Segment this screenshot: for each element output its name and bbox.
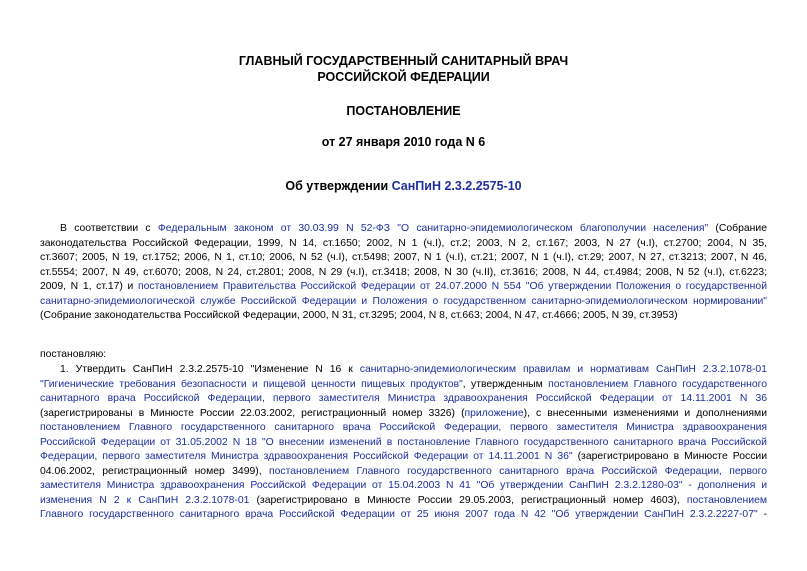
text-segment: (зарегистрированы в Минюсте России 22.03.2002, регистрационный номер 3326) ( xyxy=(40,407,465,419)
text-segment: ст.3607; 2005, N 19, ст.1752; 2006, N 1, ст.10; 2006, N 52 (ч.I), ст.5498; 2007, N 1 (ч.I), ст.21; 2007, N 1 (ч.I), ст.29; 2007, N 27, ст.3213; 2007, N 46, xyxy=(40,252,767,263)
document-link[interactable]: Главного государственного санитарного врача Российской Федерации от 25 июня 2007 года N 42 "Об утверждении СанПиН 2.3.2.2227-07" xyxy=(40,509,758,520)
text-segment: - xyxy=(757,509,767,520)
text-segment: (зарегистрировано в Минюсте России xyxy=(572,451,767,462)
document-link[interactable]: "Гигиенические требования безопасности и пищевой ценности пищевых продуктов" xyxy=(40,378,463,390)
document-link[interactable]: постановлением Главного государственного санитарного врача Российской Федерации, первого заместителя Министра здравоохранения xyxy=(40,422,767,433)
title-prefix: Об утверждении xyxy=(285,179,392,193)
document-link[interactable]: санитарного врача Российской Федерации, первого заместителя Министра здравоохранения Российской Федерации от 14.11.2001 N 36 xyxy=(40,393,767,404)
issuer-line-2: РОССИЙСКОЙ ФЕДЕРАЦИИ xyxy=(317,70,490,84)
text-segment: (зарегистрировано в Минюсте России 29.05.2003, регистрационный номер 4603), xyxy=(249,494,687,506)
text-line xyxy=(40,465,767,479)
text-line xyxy=(40,479,767,493)
document-link[interactable]: постановлением Правительства Российской Федерации от 24.07.2000 N 554 "Об утверждении Положения о государственной xyxy=(138,281,767,292)
text-line xyxy=(40,280,767,294)
text-line xyxy=(40,494,767,508)
document-link[interactable]: постановлением Главного государственного xyxy=(548,378,767,390)
document-link[interactable]: санитарно-эпидемиологическим правилам и нормативам СанПиН 2.3.2.1078-01 xyxy=(359,364,767,375)
document-link[interactable]: Федерации, первого заместителя Министра здравоохранения Российской Федерации от 14.11.2001 N 36" xyxy=(40,451,573,462)
text-line xyxy=(40,508,767,522)
text-line xyxy=(40,237,767,251)
document-link[interactable]: постановлением xyxy=(686,494,768,506)
title-sanpin-link[interactable]: СанПиН 2.3.2.2575-10 xyxy=(391,179,522,193)
issuer-line-1: ГЛАВНЫЙ ГОСУДАРСТВЕННЫЙ САНИТАРНЫЙ ВРАЧ xyxy=(238,54,569,68)
text-line xyxy=(40,363,767,377)
text-segment: , утвержденным xyxy=(462,378,549,390)
text-line xyxy=(40,266,767,280)
document-link[interactable]: приложение xyxy=(464,407,524,419)
text-segment: законодательства Российской Федерации, 1999, N 14, ст.1650; 2002, N 1 (ч.I), ст.2; 2003, N 2, ст.167; 2003, N 27 (ч.I), ст.2700; 2004, N 35, xyxy=(40,237,767,249)
document-link[interactable]: Российской Федерации от 31.05.2002 N 18 "О внесении изменений в постановление Главного государственного санитарного врача Российской xyxy=(40,436,767,448)
document-title xyxy=(0,178,807,194)
document-link[interactable]: санитарно-эпидемиологической службе Российской Федерации и Положения о государственном санитарно-эпидемиологическом нормировании" xyxy=(40,295,767,307)
text-segment: (Собрание xyxy=(708,223,767,234)
text-segment: ), с внесенными изменениями и дополнениями xyxy=(523,407,767,419)
text-line xyxy=(40,421,767,435)
document-link[interactable]: Федеральным законом от 30.03.99 N 52-ФЗ "О санитарно-эпидемиологическом благополучии населения" xyxy=(157,223,709,234)
text-line xyxy=(40,436,767,450)
document-link[interactable]: заместителя Министра здравоохранения Российской Федерации от 15.04.2003 N 41 "Об утверждении СанПиН 2.3.2.1280-03" - дополнения и xyxy=(40,480,767,491)
document-date-number: от 27 января 2010 года N 6 xyxy=(321,135,486,149)
text-segment: ст.5554; 2007, N 49, ст.6070; 2008, N 24, ст.2801; 2008, N 29 (ч.I), ст.3418; 2008, N 30 (ч.II), ст.3616; 2008, N 44, ст.4984; 2008, N 52 (ч.I), ст.6223; xyxy=(40,266,767,278)
text-line xyxy=(40,251,767,265)
text-line xyxy=(40,378,767,392)
text-line xyxy=(40,392,767,406)
decree-word: постановляю: xyxy=(40,349,107,360)
document-type: ПОСТАНОВЛЕНИЕ xyxy=(346,104,461,118)
text-line xyxy=(40,222,767,236)
text-segment: 04.06.2002, регистрационный номер 3499), xyxy=(40,465,269,477)
text-segment: 2009, N 1, ст.17) и xyxy=(40,281,139,292)
text-line xyxy=(40,309,767,323)
document-link[interactable]: постановлением Главного государственного санитарного врача Российской Федерации, первого xyxy=(268,465,767,477)
text-line xyxy=(40,450,767,464)
text-segment: (Собрание законодательства Российской Федерации, 2000, N 31, ст.3295; 2004, N 8, ст.663; 2004, N 47, ст.4666; 2005, N 39, ст.3953) xyxy=(40,310,678,321)
document-link[interactable]: изменения N 2 к СанПиН 2.3.2.1078-01 xyxy=(40,494,250,506)
text-segment: 1. Утвердить СанПиН 2.3.2.2575-10 "Изменение N 16 к xyxy=(60,364,360,375)
text-line xyxy=(40,295,767,309)
text-line xyxy=(40,407,767,421)
text-segment: В соответствии с xyxy=(60,223,158,234)
